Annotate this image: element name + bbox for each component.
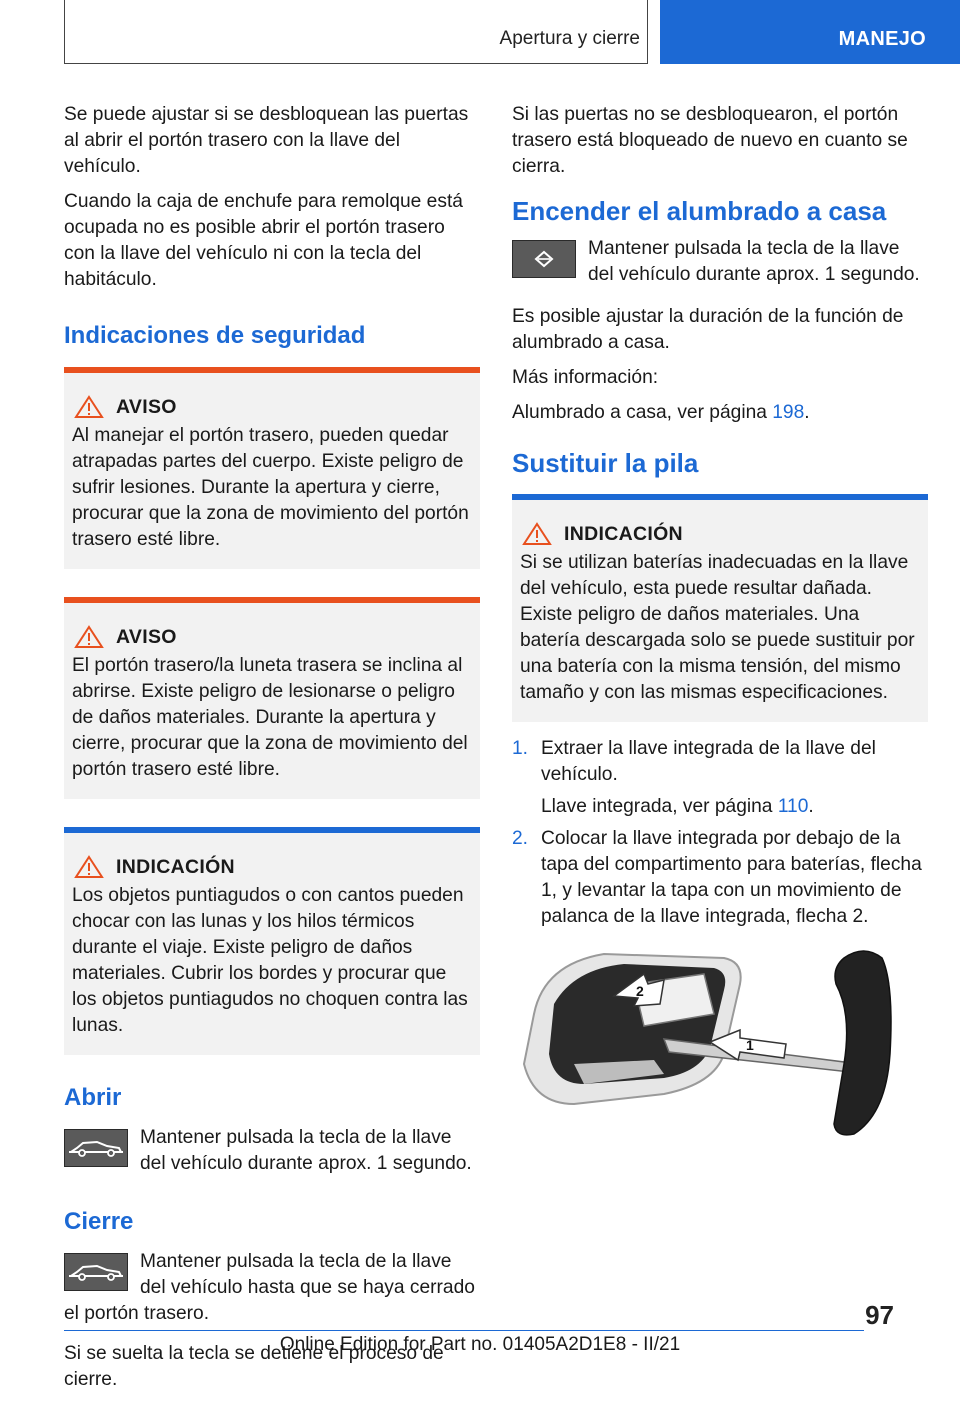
- header-chapter-tab: [660, 0, 960, 64]
- safety-heading: Indicaciones de seguridad: [64, 322, 366, 349]
- warning-title-1: AVISO: [116, 395, 177, 418]
- warning-title-2: AVISO: [116, 625, 177, 648]
- battery-heading: Sustituir la pila: [512, 448, 699, 478]
- footer-divider: [64, 1330, 864, 1331]
- arrow-label-1: 1: [746, 1037, 754, 1053]
- car-tailgate-key-icon: [64, 1253, 128, 1291]
- warning-triangle-icon: [522, 522, 552, 546]
- step-text: Colocar la llave integrada por debajo de la tapa del compartimento para baterías, flecha 1, y levantar la tapa con un movimiento de palanca de la llave integrada, flecha 2.: [541, 828, 922, 927]
- page-number: 97: [865, 1300, 894, 1330]
- arrow-label-2: 2: [636, 983, 644, 999]
- step-number: 1.: [512, 738, 529, 759]
- step-item: [512, 736, 928, 820]
- step-number: 2.: [512, 828, 529, 849]
- right-intro: Si las puertas no se desbloquearon, el portón trasero está bloqueado de nuevo en cuanto se cierra.: [512, 104, 908, 177]
- close-text-2: Si se suelta la tecla se detiene el proceso de cierre.: [64, 1343, 444, 1390]
- intro-paragraph-1: Se puede ajustar si se desbloquean las puertas al abrir el portón trasero con la llave del vehículo.: [64, 104, 469, 177]
- home-light-p3: Alumbrado a casa, ver página 198.: [512, 402, 810, 423]
- step-text: Extraer la llave integrada de la llave del vehículo.: [541, 738, 876, 785]
- step-item: [512, 826, 928, 930]
- notice-title-1: INDICACIÓN: [116, 855, 235, 878]
- header-section-title: Apertura y cierre: [499, 28, 640, 49]
- battery-steps: [512, 736, 928, 930]
- home-light-p1: Es posible ajustar la duración de la función de alumbrado a casa.: [512, 306, 904, 353]
- home-light-key-icon: [512, 240, 576, 278]
- key-battery-illustration: [514, 944, 910, 1140]
- page-link-110[interactable]: 110: [777, 796, 809, 817]
- warning-triangle-icon: [74, 395, 104, 419]
- warning-text-1: Al manejar el portón trasero, pueden quedar atrapadas partes del cuerpo. Existe peligro de sufrir lesiones. Durante la apertura y cierre, procurar que la zona de movimiento del portón trasero esté libre.: [72, 425, 469, 550]
- close-key-row: [64, 1249, 480, 1327]
- notice-box-1: [64, 827, 480, 1055]
- open-text: Mantener pulsada la tecla de la llave del vehículo durante aprox. 1 segundo.: [140, 1127, 472, 1174]
- home-light-heading: Encender el alumbrado a casa: [512, 196, 887, 226]
- right-column: [512, 102, 928, 936]
- intro-paragraph-2: Cuando la caja de enchufe para remolque está ocupada no es posible abrir el portón trasero con la llave del vehículo ni con la tecla del habitáculo.: [64, 191, 463, 290]
- step-subtext: Llave integrada, ver página 110.: [541, 796, 814, 817]
- notice-text-1: Los objetos puntiagudos o con cantos pueden chocar con las lunas y los hilos térmicos durante el viaje. Existe peligro de daños materiales. Cubrir los bordes y procurar que los objetos puntiagudos no choquen contra las lunas.: [72, 885, 468, 1036]
- battery-notice-text: Si se utilizan baterías inadecuadas en la llave del vehículo, esta puede resultar dañada. Existe peligro de daños materiales. Una batería descargada solo se puede sustituir por una batería con la misma tensión, del mismo tamaño y con las mismas especificaciones.: [520, 552, 915, 703]
- page-link-198[interactable]: 198: [772, 402, 805, 423]
- battery-notice-title: INDICACIÓN: [564, 522, 683, 545]
- close-text: Mantener pulsada la tecla de la llave del vehículo hasta que se haya cerrado el portón trasero.: [64, 1251, 475, 1324]
- car-tailgate-key-icon: [64, 1129, 128, 1167]
- warning-box-1: [64, 367, 480, 569]
- left-column: [64, 102, 480, 1402]
- open-heading: Abrir: [64, 1084, 122, 1111]
- warning-text-2: El portón trasero/la luneta trasera se inclina al abrirse. Existe peligro de lesionarse o peligro de daños materiales. Durante la apertura y cierre, procurar que la zona de movimiento del portón trasero esté libre.: [72, 655, 468, 780]
- open-key-row: [64, 1125, 480, 1177]
- home-light-key-row: [512, 236, 928, 288]
- battery-notice-box: [512, 494, 928, 722]
- warning-triangle-icon: [74, 855, 104, 879]
- footer-edition: Online Edition for Part no. 01405A2D1E8 - II/21: [279, 1334, 681, 1355]
- home-light-key-text: Mantener pulsada la tecla de la llave del vehículo durante aprox. 1 segundo.: [588, 238, 920, 285]
- header-chapter-label: MANEJO: [838, 28, 926, 50]
- warning-box-2: [64, 597, 480, 799]
- warning-triangle-icon: [74, 625, 104, 649]
- home-light-p2: Más información:: [512, 367, 659, 388]
- close-heading: Cierre: [64, 1208, 134, 1235]
